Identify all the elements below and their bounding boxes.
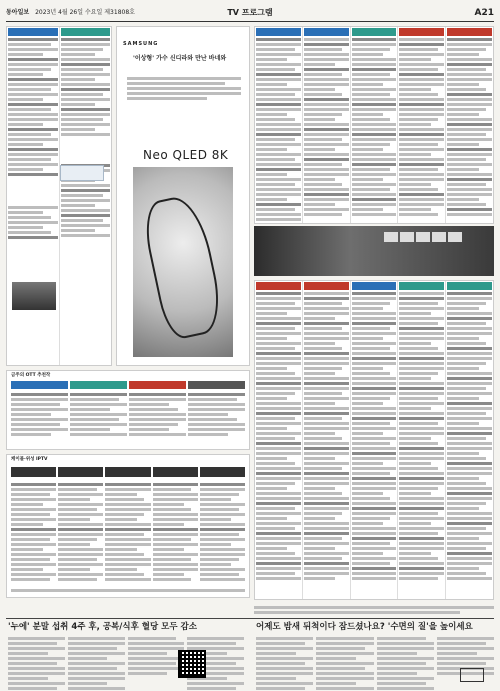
ad-headline: '이상형' 가수 신디라와 만난 바네와 bbox=[133, 55, 227, 62]
channel-column bbox=[351, 281, 399, 599]
masthead bbox=[6, 4, 494, 22]
iptv-genre-tab bbox=[105, 467, 150, 477]
channel-header bbox=[352, 28, 397, 36]
channel-column bbox=[351, 27, 399, 223]
ott-platform-tab bbox=[129, 381, 186, 389]
article-body bbox=[8, 635, 244, 691]
channel-header bbox=[447, 28, 492, 36]
column-header bbox=[8, 28, 58, 36]
channel-column bbox=[446, 27, 493, 223]
ad-body bbox=[127, 75, 241, 102]
channel-column bbox=[303, 27, 351, 223]
article-silkworm bbox=[8, 622, 244, 691]
channel-column bbox=[255, 281, 303, 599]
iptv-genre-tab bbox=[200, 467, 245, 477]
channel-column bbox=[398, 281, 446, 599]
article-sleep bbox=[256, 622, 494, 691]
ott-listings bbox=[11, 391, 245, 438]
iptv-genre-tab bbox=[58, 467, 103, 477]
issue: 제31808호 bbox=[104, 9, 135, 16]
iptv-title: 케이블·위성 IPTV bbox=[11, 457, 48, 462]
samsung-ad bbox=[116, 26, 250, 366]
product-model: Neo QLED 8K bbox=[143, 148, 229, 162]
brand-logo: SAMSUNG bbox=[123, 41, 159, 47]
banner-dates bbox=[384, 232, 462, 242]
ott-platform-tab bbox=[11, 381, 68, 389]
channel-column bbox=[446, 281, 493, 599]
channel-header bbox=[447, 282, 492, 290]
article-headline: 어제도 밤새 뒤척이다 잠드셨나요? '수면의 질'을 높이세요 bbox=[256, 622, 473, 632]
iptv-genres bbox=[11, 467, 245, 477]
channel-column bbox=[255, 27, 303, 223]
channel-header bbox=[399, 28, 444, 36]
page-number: A21 bbox=[474, 8, 494, 18]
iptv-genre-tab bbox=[11, 467, 56, 477]
schedule-footnote bbox=[254, 604, 494, 614]
schedule-column bbox=[7, 27, 60, 365]
channel-header bbox=[352, 282, 397, 290]
channel-column bbox=[303, 281, 351, 599]
article-body bbox=[256, 635, 494, 691]
iptv-listings bbox=[11, 481, 245, 583]
ott-platforms bbox=[11, 381, 245, 389]
article-headline: '누에' 분말 섭취 4주 후, 공복/식후 혈당 모두 감소 bbox=[8, 622, 197, 632]
promo-banner bbox=[254, 226, 494, 276]
ott-platform-tab bbox=[70, 381, 127, 389]
column-header bbox=[61, 28, 111, 36]
section-divider bbox=[6, 618, 494, 619]
schedule-left bbox=[6, 26, 112, 366]
paper-name: 동아일보 bbox=[6, 9, 30, 16]
channel-header bbox=[256, 282, 301, 290]
channel-header bbox=[304, 28, 349, 36]
program-photo bbox=[12, 282, 56, 310]
ott-title: 금주의 OTT 추천작 bbox=[11, 373, 51, 378]
ott-platform-tab bbox=[188, 381, 245, 389]
iptv-genre-tab bbox=[153, 467, 198, 477]
advertiser-logo bbox=[460, 668, 484, 682]
ott-section bbox=[6, 370, 250, 450]
section-title: TV 프로그램 bbox=[227, 8, 273, 17]
channel-header bbox=[304, 282, 349, 290]
channel-header bbox=[399, 282, 444, 290]
tv-image bbox=[133, 167, 233, 357]
qr-code bbox=[178, 650, 206, 678]
iptv-section bbox=[6, 454, 250, 598]
schedule-grid-top bbox=[254, 26, 494, 224]
channel-header bbox=[256, 28, 301, 36]
channel-column bbox=[398, 27, 446, 223]
iptv-footnote bbox=[11, 587, 245, 594]
schedule-grid-bottom bbox=[254, 280, 494, 600]
date: 2023년 4월 26일 수요일 bbox=[35, 9, 103, 16]
schedule-column bbox=[60, 27, 112, 365]
small-ad bbox=[60, 165, 104, 181]
